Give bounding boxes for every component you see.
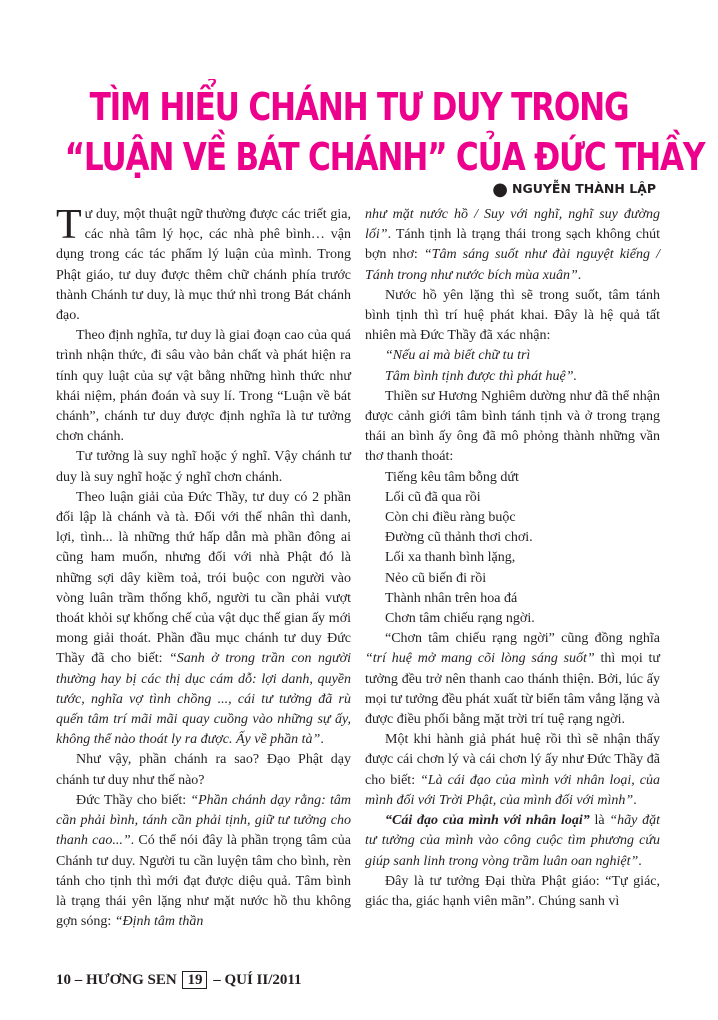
page-footer <box>56 971 302 989</box>
paragraph: “Chơn tâm chiếu rạng ngời” cũng đồng nghĩa “trí huệ mở mang cõi lòng sáng suốt” thì mọi tư tưởng đều trở nên thanh cao thánh thiện. Bởi, lúc ấy mọi tư tưởng đều phát xuất từ biển tâm vắng lặng và được điều phối bằng mặt trời trí tuệ rạng ngời. <box>365 631 660 728</box>
quote: “Định tâm thần <box>114 914 204 930</box>
paragraph: Theo định nghĩa, tư duy là giai đoạn cao của quá trình nhận thức, đi sâu vào bản chất và phát hiện ra tính quy luật của sự vật bằng những hình thức như khái niệm, phán đoán và suy lí. Trong “Luận về bát chánh”, chánh tư duy được định nghĩa là tư tưởng chơn chánh. <box>56 328 351 445</box>
paragraph: Tư duy, một thuật ngữ thường được các triết gia, các nhà tâm lý học, các nhà phê bình… vận dụng trong các tác phẩm lý luận của mình. Trong Phật giáo, tư duy được thêm chữ chánh phía trước thành Chánh tư duy, là mục thứ nhì trong Bát chánh đạo. <box>56 202 351 324</box>
quote-line: Tâm bình tịnh được thì phát huệ”. <box>385 368 578 384</box>
paragraph: Thiền sư Hương Nghiêm dường như đã thể nhận được cảnh giới tâm bình tánh tịnh và ở trong trạng thái an bình ấy ông đã mô phỏng thành những vần thơ thanh thoát: <box>365 388 660 465</box>
paragraph: “Cái đạo của mình với nhân loại” là “hãy đặt tư tưởng của mình vào công cuộc tìm phương cứu giúp sanh linh trong vòng trầm luân oan nghiệt”. <box>365 813 661 869</box>
bold-quote: “Cái đạo của mình với nhân loại” <box>385 813 590 829</box>
author-byline <box>492 179 656 200</box>
poem-line: Còn chi điều ràng buộc <box>385 510 516 526</box>
footer-suffix: – QUÍ II/2011 <box>213 972 302 988</box>
footer-prefix: 10 – HƯƠNG SEN <box>56 972 177 988</box>
drop-cap: T <box>56 202 82 248</box>
paragraph: Tư tưởng là suy nghĩ hoặc ý nghĩ. Vậy chánh tư duy là suy nghĩ hoặc ý nghĩ chơn chánh. <box>56 449 351 485</box>
poem-line: Thành nhân trên hoa đá <box>385 590 518 606</box>
title-line-1: TÌM HIỂU CHÁNH TƯ DUY TRONG <box>89 85 629 129</box>
poem <box>365 468 660 630</box>
author-name: NGUYỄN THÀNH LẬP <box>511 181 656 196</box>
quote: “hãy đặt tư tưởng của mình vào công cuộc tìm phương cứu giúp sanh linh trong vòng trầm luân oan nghiệt” <box>365 813 661 869</box>
poem-line: Tiếng kêu tâm bỗng dứt <box>385 469 519 485</box>
issue-number-badge: 19 <box>182 971 207 989</box>
poem-line: Lối xa thanh bình lặng, <box>385 550 516 566</box>
quote: “Tâm sáng suốt như đài nguyệt kiếng / Tánh trong như nước bích mùa xuân” <box>365 247 660 283</box>
poem-line: Lối cũ đã qua rồi <box>385 489 481 505</box>
quote-line: “Nếu ai mà biết chữ tu trì <box>385 348 531 364</box>
bullet-icon: ● <box>492 179 508 200</box>
left-column <box>56 202 352 932</box>
paragraph: như mặt nước hồ / Suy với nghĩ, nghĩ suy đường lối”. Tánh tịnh là trạng thái trong sạch không chút bợn nhơ: “Tâm sáng suốt như đài nguyệt kiếng / Tánh trong như nước bích mùa xuân”. <box>365 207 660 283</box>
quote: “Phần chánh dạy rằng: tâm cần phải bình, tánh cần phải tịnh, giữ tư tưởng cho thanh cao...” <box>56 792 351 849</box>
paragraph: Theo luận giải của Đức Thầy, tư duy có 2 phần đối lập là chánh và tà. Đối với thế nhân thì danh, lợi, tình... là những thứ hấp dẫn mà phần đông ai cũng ham muốn, nhưng đối với nhà Phật đó là những sợi dây kiềm toả, trói buộc con người vào vòng luân trầm thống khổ, người tu cần phải vượt thoát khỏi sự khống chế của vật dục thế gian ấy mới mong giải thoát. Phần đầu mục chánh tư duy Đức Thầy đã cho biết: “Sanh ở trong trần con người thường hay bị các thị dục cám dỗ: lợi danh, quyền tước, nghĩa vợ tình chồng ..., cái tư tưởng đã rù quến tâm trí mãi mãi quay cuồng vào những sự ấy, không thể nào thoát ly ra được. Ấy về phần tà”. <box>56 489 352 748</box>
paragraph: Nước hồ yên lặng thì sẽ trong suốt, tâm tánh bình tịnh thì trí huệ phát khai. Đây là hệ quả tất nhiên mà Đức Thầy đã xác nhận: <box>365 287 660 344</box>
paragraph: Đây là tư tưởng Đại thừa Phật giáo: “Tự giác, giác tha, giác hạnh viên mãn”. Chúng sanh vì <box>365 873 660 909</box>
quote: như mặt nước hồ / Suy với nghĩ, nghĩ suy đường lối” <box>365 207 660 243</box>
article-title <box>64 82 705 182</box>
right-column <box>365 205 660 912</box>
quote: “Sanh ở trong trần con người thường hay bị các thị dục cám dỗ: lợi danh, quyền tước, nghĩa vợ tình chồng ..., cái tư tưởng đã rù quến tâm trí mãi mãi quay cuồng vào những sự ấy, không thể nào thoát ly ra được. Ấy về phần tà” <box>56 651 352 748</box>
paragraph: Một khi hành giả phát huệ rồi thì sẽ nhận thấy được cái chơn lý và cái chơn lý ấy như Đức Thầy đã cho biết: “Là cái đạo của mình với nhân loại, của mình đối với Trời Phật, của mình đối với mình”. <box>365 732 660 808</box>
quote: “Là cái đạo của mình với nhân loại, của mình đối với Trời Phật, của mình đối với mình” <box>365 772 660 808</box>
poem-line: Chơn tâm chiếu rạng ngời. <box>385 611 535 627</box>
title-line-2: “LUẬN VỀ BÁT CHÁNH” CỦA ĐỨC THẦY <box>64 135 705 179</box>
paragraph: Đức Thầy cho biết: “Phần chánh dạy rằng: tâm cần phải bình, tánh cần phải tịnh, giữ tư tưởng cho thanh cao...”. Có thể nói đây là phần trọng tâm của Chánh tư duy. Người tu cần luyện tâm cho bình, rèn tánh cho tịnh thì mới đạt được diệu quả. Tâm bình là trạng thái yên lặng như mặt nước hồ thu không gợn sóng: “Định tâm thần <box>56 792 351 930</box>
quote: “trí huệ mở mang cõi lòng sáng suốt” <box>365 651 595 667</box>
paragraph: Như vậy, phần chánh ra sao? Đạo Phật dạy chánh tư duy như thế nào? <box>56 752 351 788</box>
poem-line: Đường cũ thảnh thơi chơi. <box>385 530 533 546</box>
poem-line: Nẻo cũ biến đi rồi <box>385 570 487 586</box>
